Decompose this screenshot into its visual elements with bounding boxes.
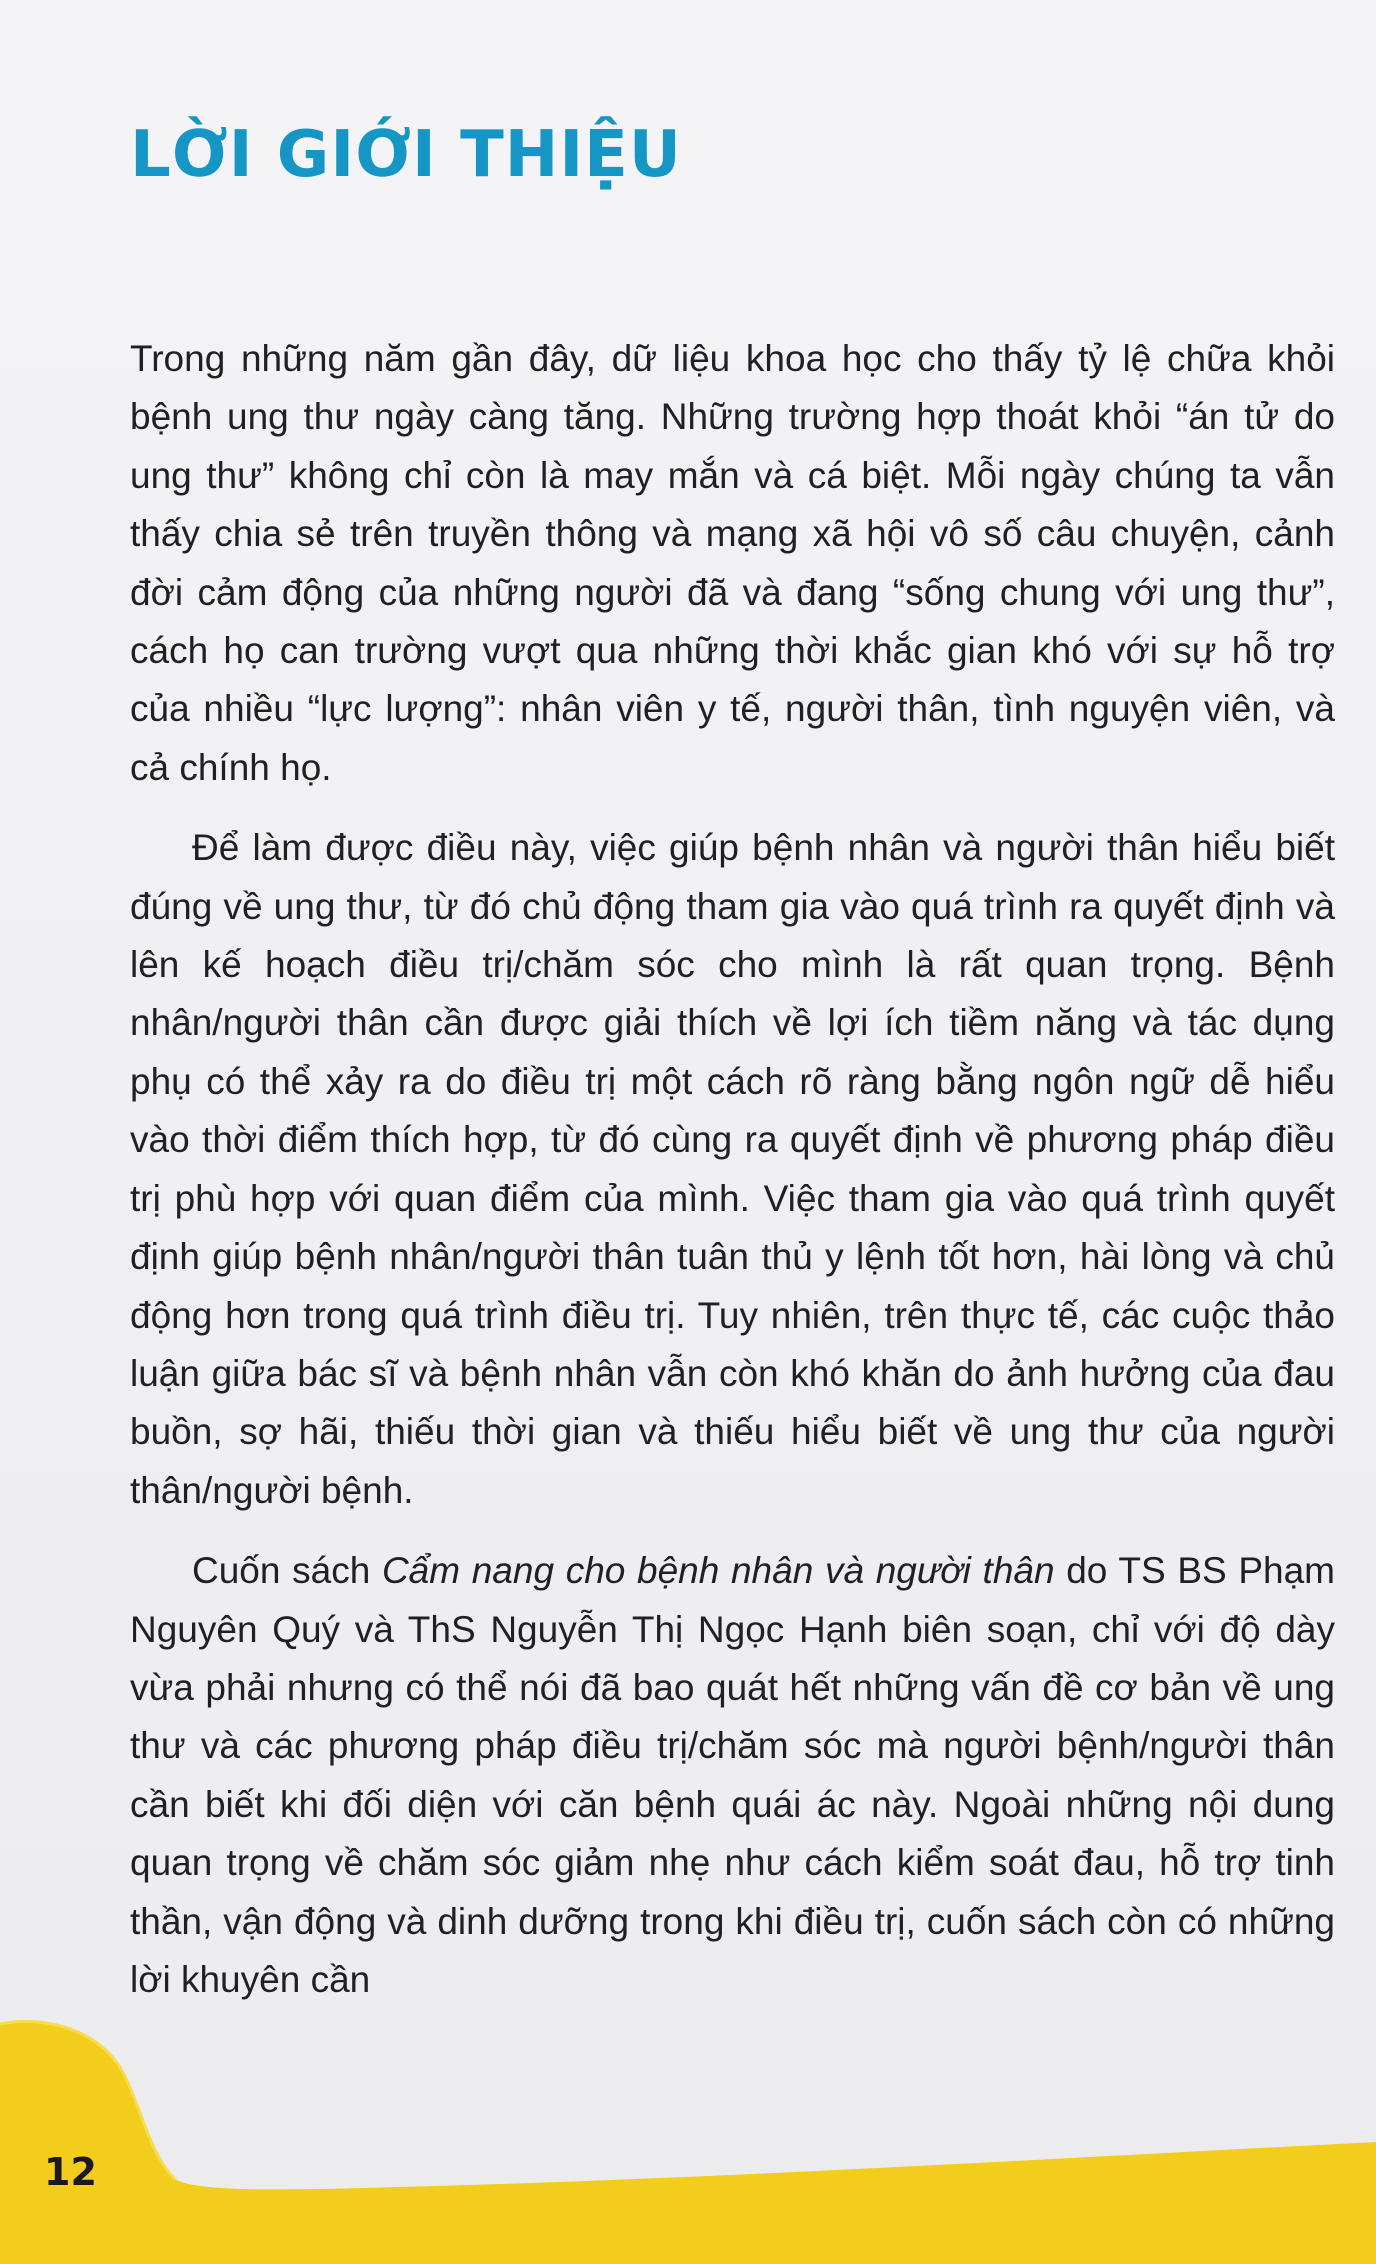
paragraph-2: Để làm được điều này, việc giúp bệnh nhân và người thân hiểu biết đúng về ung thư, từ đó chủ động tham gia vào quá trình ra quyết định và lên kế hoạch điều trị/chăm sóc cho mình là rất quan trọng. Bệnh nhân/người thân cần được giải thích về lợi ích tiềm năng và tác dụng phụ có thể xảy ra do điều trị một cách rõ ràng bằng ngôn ngữ dễ hiểu vào thời điểm thích hợp, từ đó cùng ra quyết định về phương pháp điều trị phù hợp với quan điểm của mình. Việc tham gia vào quá trình quyết định giúp bệnh nhân/người thân tuân thủ y lệnh tốt hơn, hài lòng và chủ động hơn trong quá trình điều trị. Tuy nhiên, trên thực tế, các cuộc thảo luận giữa bác sĩ và bệnh nhân vẫn còn khó khăn do ảnh hưởng của đau buồn, sợ hãi, thiếu thời gian và thiếu hiểu biết về ung thư của người thân/người bệnh. bbox=[130, 827, 1335, 1511]
footer-wave-shape bbox=[0, 2004, 1376, 2264]
paragraph-3 bbox=[130, 1542, 1335, 2009]
paragraph-3-lead: Cuốn sách bbox=[192, 1550, 382, 1592]
book-title: Cẩm nang cho bệnh nhân và người thân bbox=[381, 1550, 1055, 1592]
footer-wave-fill bbox=[0, 2021, 1376, 2264]
page-title: LỜI GIỚI THIỆU bbox=[130, 118, 682, 192]
body-text bbox=[130, 330, 1335, 2009]
footer-yellow-band bbox=[0, 2004, 1376, 2264]
paragraph-3-rest: do TS BS Phạm Nguyên Quý và ThS Nguyễn Thị Ngọc Hạnh biên soạn, chỉ với độ dày vừa phải nhưng có thể nói đã bao quát hết những vấn đề cơ bản về ung thư và các phương pháp điều trị/chăm sóc mà người bệnh/người thân cần biết khi đối diện với căn bệnh quái ác này. Ngoài những nội dung quan trọng về chăm sóc giảm nhẹ như cách kiểm soát đau, hỗ trợ tinh thần, vận động và dinh dưỡng trong khi điều trị, cuốn sách còn có những lời khuyên cần bbox=[130, 1550, 1335, 2000]
page-number: 12 bbox=[44, 2150, 97, 2194]
paragraph-1: Trong những năm gần đây, dữ liệu khoa học cho thấy tỷ lệ chữa khỏi bệnh ung thư ngày càng tăng. Những trường hợp thoát khỏi “án tử do ung thư” không chỉ còn là may mắn và cá biệt. Mỗi ngày chúng ta vẫn thấy chia sẻ trên truyền thông và mạng xã hội vô số câu chuyện, cảnh đời cảm động của những người đã và đang “sống chung với ung thư”, cách họ can trường vượt qua những thời khắc gian khó với sự hỗ trợ của nhiều “lực lượng”: nhân viên y tế, người thân, tình nguyện viên, và cả chính họ. bbox=[130, 338, 1335, 788]
